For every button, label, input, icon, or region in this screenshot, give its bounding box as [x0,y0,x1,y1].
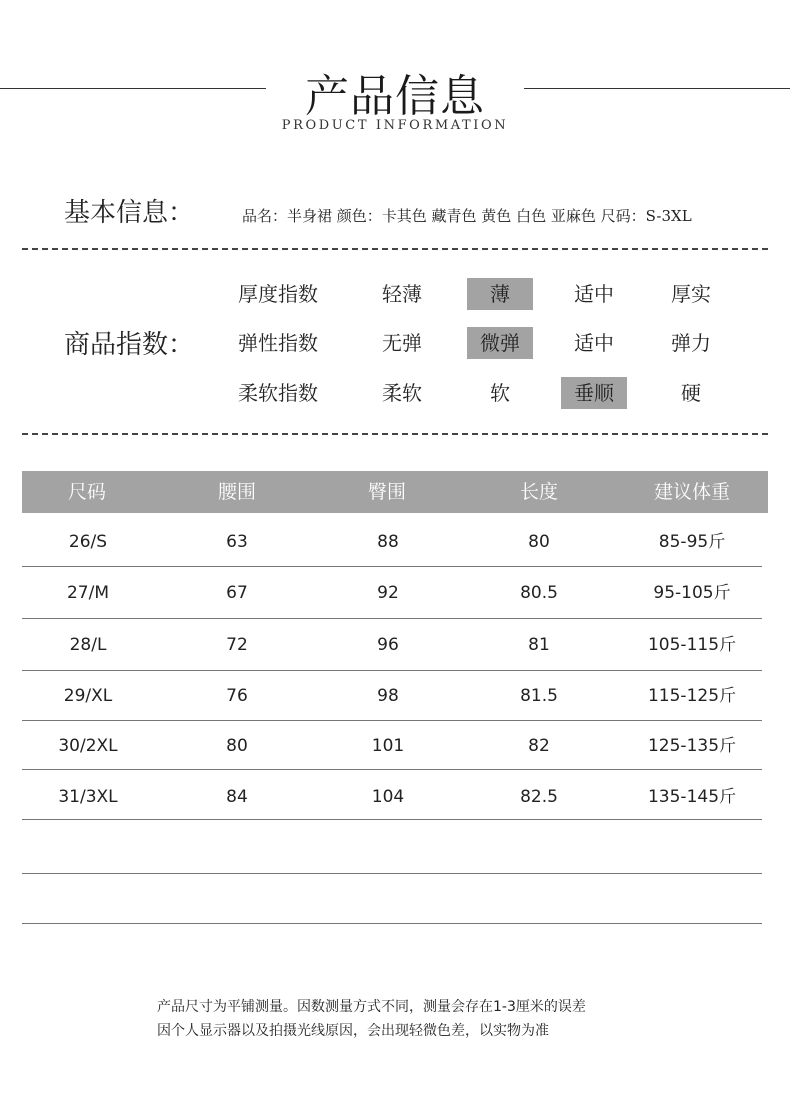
row-divider [22,769,762,770]
index-name: 柔软指数 [238,381,318,405]
table-row [22,720,762,772]
cell-size: 31/3XL [58,787,118,807]
cell-size: 27/M [66,583,110,603]
index-option: 适中 [574,331,614,355]
empty-row-divider [22,923,762,924]
note-line: 产品尺寸为平铺测量。因数测量方式不同，测量会存在1-3厘米的误差 [157,999,586,1015]
cell-size: 30/2XL [58,736,118,756]
cell-weight: 105-115斤 [647,635,737,655]
index-option-selected: 微弹 [467,327,533,359]
cell-size: 29/XL [63,686,113,706]
index-option: 厚实 [671,282,711,306]
cell-hip: 96 [377,635,399,655]
cell-waist: 63 [226,532,248,552]
divider-bottom [22,433,768,435]
cell-weight: 85-95斤 [658,532,726,552]
cell-hip: 88 [377,532,399,552]
cell-hip: 104 [371,787,405,807]
header-weight: 建议体重 [653,481,730,503]
table-row [22,670,762,722]
header-hip: 臀围 [367,481,406,503]
cell-waist: 80 [226,736,248,756]
index-option: 硬 [681,381,701,405]
header-waist: 腰围 [217,481,256,503]
cell-waist: 84 [226,787,248,807]
index-option: 轻薄 [382,282,422,306]
cell-length: 80 [528,532,550,552]
cell-size: 26/S [68,532,108,552]
cell-weight: 95-105斤 [653,583,731,603]
index-name: 厚度指数 [238,282,318,306]
table-row [22,619,762,671]
cell-length: 80.5 [520,583,558,603]
index-option: 柔软 [382,381,422,405]
index-row-elasticity [0,327,790,361]
index-row-softness [0,377,790,411]
index-option: 适中 [574,282,614,306]
cell-hip: 98 [377,686,399,706]
cell-hip: 101 [371,736,405,756]
note-line: 因个人显示器以及拍摄光线原因，会出现轻微色差，以实物为准 [157,1023,549,1039]
index-row-thickness [0,278,790,312]
cell-weight: 135-145斤 [647,787,737,807]
table-row [22,516,762,568]
row-divider [22,819,762,820]
cell-waist: 72 [226,635,248,655]
cell-length: 82.5 [520,787,558,807]
cell-weight: 125-135斤 [647,736,737,756]
product-index-label: 商品指数： [64,330,195,360]
empty-row-divider [22,873,762,874]
cell-length: 81 [528,635,550,655]
index-option: 软 [490,381,510,405]
index-option: 弹力 [671,331,711,355]
index-option-selected: 垂顺 [561,377,627,409]
index-name: 弹性指数 [238,331,318,355]
basic-info-text: 品名：半身裙 颜色：卡其色 藏青色 黄色 白色 亚麻色 尺码：S-3XL [242,207,692,225]
cell-waist: 67 [226,583,248,603]
header-size: 尺码 [67,481,106,503]
table-row [22,771,762,823]
cell-weight: 115-125斤 [647,686,737,706]
index-option-selected: 薄 [467,278,533,310]
table-row [22,567,762,619]
cell-waist: 76 [226,686,248,706]
size-table-header [22,471,768,513]
cell-hip: 92 [377,583,399,603]
basic-info-label: 基本信息： [64,198,195,228]
page-subtitle: PRODUCT INFORMATION [281,118,509,133]
divider-top [22,248,768,250]
page-title: 产品信息 [305,71,485,122]
header-length: 长度 [519,481,558,503]
cell-size: 28/L [69,635,107,655]
cell-length: 81.5 [520,686,558,706]
index-option: 无弹 [382,331,422,355]
cell-length: 82 [528,736,550,756]
